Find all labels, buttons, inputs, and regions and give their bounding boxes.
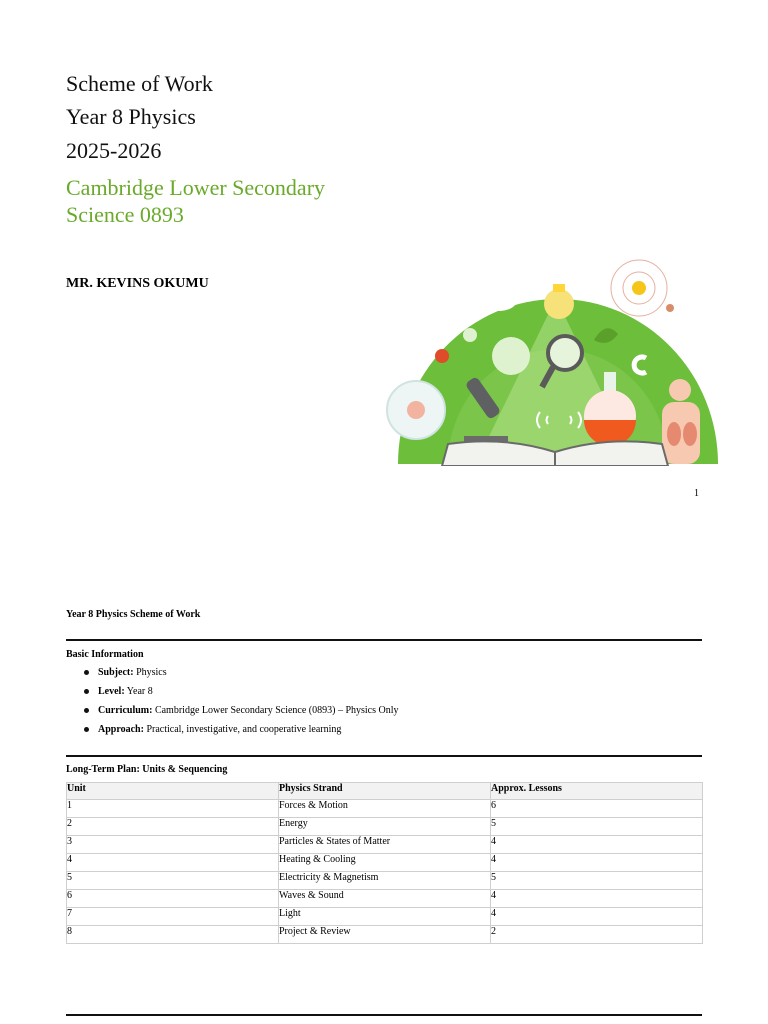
cover-title: Scheme of Work: [66, 71, 213, 96]
info-value: Cambridge Lower Secondary Science (0893) – Physics Only: [154, 705, 399, 716]
lessons-cell: 4: [491, 890, 703, 908]
cloud-icon: [480, 287, 516, 311]
page-number: 1: [694, 488, 699, 499]
unit-cell: 8: [67, 926, 279, 944]
unit-cell: 2: [67, 818, 279, 836]
science-illustration: [384, 240, 726, 466]
strand-cell: Heating & Cooling: [279, 854, 491, 872]
info-label: Curriculum:: [98, 705, 153, 716]
strand-cell: Particles & States of Matter: [279, 836, 491, 854]
table-row: [67, 890, 703, 908]
table-row: [67, 818, 703, 836]
strand-cell: Forces & Motion: [279, 800, 491, 818]
lessons-cell: 2: [491, 926, 703, 944]
solar-system-icon: [611, 260, 674, 316]
lessons-cell: 5: [491, 818, 703, 836]
list-item: [84, 722, 399, 741]
basic-info-list: [84, 665, 399, 741]
basic-info-heading: Basic Information: [66, 649, 144, 660]
plan-heading: Long-Term Plan: Units & Sequencing: [66, 764, 228, 775]
unit-cell: 1: [67, 800, 279, 818]
info-label: Subject:: [98, 667, 134, 678]
strand-cell: Light: [279, 908, 491, 926]
info-value: Year 8: [126, 686, 153, 697]
globe-icon: [492, 337, 530, 375]
lessons-cell: 5: [491, 872, 703, 890]
info-value: Physics: [136, 667, 167, 678]
document-title: Year 8 Physics Scheme of Work: [66, 609, 201, 620]
table-header-row: [67, 783, 703, 800]
column-header-unit: Unit: [67, 783, 279, 800]
unit-cell: 7: [67, 908, 279, 926]
column-header-strand: Physics Strand: [279, 783, 491, 800]
info-label: Approach:: [98, 724, 144, 735]
units-table: [66, 782, 703, 944]
course-line-1: Cambridge Lower Secondary: [66, 175, 326, 200]
strand-cell: Project & Review: [279, 926, 491, 944]
list-item: [84, 665, 399, 684]
unit-cell: 4: [67, 854, 279, 872]
lessons-cell: 4: [491, 854, 703, 872]
cover-year: 2025-2026: [66, 138, 162, 163]
course-title: [66, 174, 386, 228]
strand-cell: Energy: [279, 818, 491, 836]
column-header-lessons: Approx. Lessons: [491, 783, 703, 800]
lightbulb-icon: [544, 284, 574, 319]
divider: [66, 639, 702, 641]
table-row: [67, 836, 703, 854]
water-drop-icon: [463, 328, 477, 342]
strand-cell: Waves & Sound: [279, 890, 491, 908]
molecule-icon: [435, 349, 449, 363]
author-name: MR. KEVINS OKUMU: [66, 276, 209, 291]
list-item: [84, 684, 399, 703]
table-row: [67, 872, 703, 890]
lessons-cell: 4: [491, 908, 703, 926]
table-row: [67, 800, 703, 818]
table-row: [67, 926, 703, 944]
divider: [66, 755, 702, 757]
lessons-cell: 4: [491, 836, 703, 854]
divider: [66, 1014, 702, 1016]
info-value: Practical, investigative, and cooperative learning: [146, 724, 342, 735]
table-row: [67, 854, 703, 872]
course-line-2: Science 0893: [66, 202, 184, 227]
info-label: Level:: [98, 686, 125, 697]
unit-cell: 3: [67, 836, 279, 854]
lessons-cell: 6: [491, 800, 703, 818]
cell-icon: [387, 381, 445, 439]
unit-cell: 6: [67, 890, 279, 908]
unit-cell: 5: [67, 872, 279, 890]
strand-cell: Electricity & Magnetism: [279, 872, 491, 890]
list-item: [84, 703, 399, 722]
table-row: [67, 908, 703, 926]
cover-subject: Year 8 Physics: [66, 104, 196, 129]
